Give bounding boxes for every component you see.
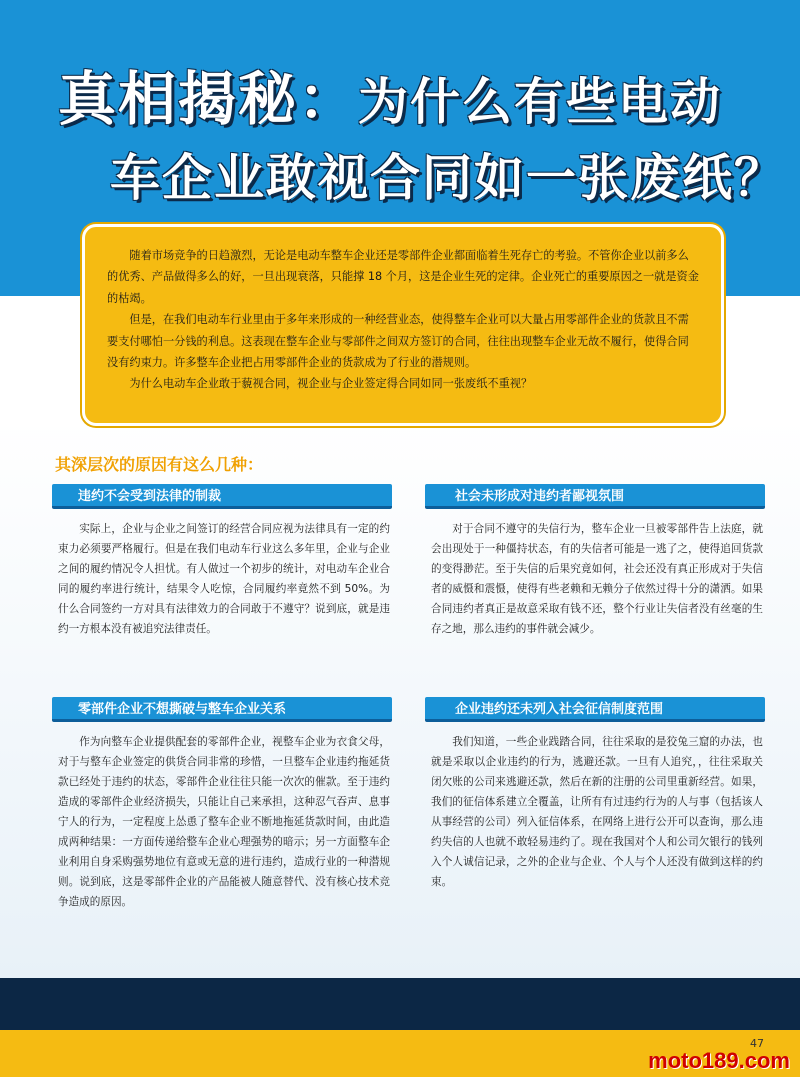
- page-number: 47: [750, 1037, 764, 1050]
- block-heading: 零部件企业不想撕破与整车企业关系: [52, 697, 392, 722]
- block-paragraph: 作为向整车企业提供配套的零部件企业，视整车企业为衣食父母，对于与整车企业签定的供货合同非常的珍惜，一旦整车企业违约拖延货款已经处于违约的状态，零部件企业往往只能一次次的催款。至于违约造成的零部件企业经济损失，只能让自己来承担，这种忍气吞声、息事宁人的行为，一定程度上怂恿了整车企业不断地拖延货款时间，由此造成两种结果：一方面传递给整车企业心理强势的暗示；另一方面整车企业利用自身采购强势地位有意或无意的进行违约，造成行业的一种潜规则。说到底，这是零部件企业的产品能被人随意替代、没有核心技术竞争造成的原因。: [58, 736, 390, 908]
- site-watermark: moto189.com: [648, 1048, 790, 1073]
- page-title-line-1: [58, 52, 722, 136]
- block-parts-suppliers: [52, 697, 392, 912]
- page-title-line-2: 车企业敢视合同如一张废纸？: [110, 149, 786, 207]
- title-highlight: 真相揭秘：: [58, 65, 359, 133]
- intro-paragraph-1: 随着市场竞争的日趋激烈，无论是电动车整车企业还是零部件企业都面临着生死存亡的考验。不管你企业以前多么的优秀、产品做得多么的好，一旦出现衰落，只能撑 18 个月，这是企业生死的定律。企业死亡的重要原因之一就是资金的枯竭。: [107, 249, 699, 305]
- intro-paragraph-2: 但是，在我们电动车行业里由于多年来形成的一种经营业态，使得整车企业可以大量占用零部件企业的货款且不需要支付哪怕一分钱的利息。这表现在整车企业与零部件之间双方签订的合同，往往出现整车企业无故不履行，使得合同没有约束力。许多整车企业把占用零部件企业的货款成为了行业的潜规则。: [107, 313, 689, 370]
- block-body: [52, 509, 392, 639]
- block-paragraph: 实际上，企业与企业之间签订的经营合同应视为法律具有一定的约束力必须要严格履行。但是在我们电动车行业这么多年里，企业与企业之间的履约情况令人担忧。有人做过一个初步的统计，对电动车企业合同的履约率进行统计，结果令人吃惊，合同履约率竟然不到 50%。为什么合同签约一方对具有法律效力的合同敢于不遵守？说到底，就是违约一方根本没有被追究法律责任。: [58, 523, 390, 635]
- intro-paragraph-3: 为什么电动车企业敢于藐视合同，视企业与企业签定得合同如同一张废纸不重视？: [129, 377, 533, 391]
- block-heading: 社会未形成对违约者鄙视氛围: [425, 484, 765, 509]
- intro-box: [82, 224, 724, 426]
- block-body: [425, 722, 765, 892]
- block-legal: [52, 484, 392, 639]
- block-credit-system: [425, 697, 765, 892]
- block-body: [52, 722, 392, 912]
- section-title: 其深层次的原因有这么几种：: [55, 455, 264, 474]
- block-heading: 企业违约还未列入社会征信制度范围: [425, 697, 765, 722]
- block-social-climate: [425, 484, 765, 639]
- block-paragraph: 对于合同不遵守的失信行为，整车企业一旦被零部件告上法庭，就会出现处于一种僵持状态，有的失信者可能是一逃了之，使得追回货款的变得渺茫。至于失信的后果究竟如何，社会还没有真正形成对于失信者的威慑和震慑，使得有些老赖和无赖分子依然过得十分的潇洒。如果合同违约者真正是故意采取有钱不还，整个行业让失信者没有丝毫的生存之地，那么违约的事件就会减少。: [431, 523, 763, 635]
- title-line-1-rest: 为什么有些电动: [358, 73, 723, 131]
- block-paragraph: 我们知道，一些企业践踏合同，往往采取的是狡兔三窟的办法，也就是采取以企业违约的行为，逃避还款。一旦有人追究，，往往采取关闭欠账的公司来逃避还款，然后在新的注册的公司里重新经营。如果，我们的征信体系建立全覆盖，让所有有过违约行为的人与事（包括该人从事经营的公司）列入征信体系，在网络上进行公开可以查询，那么违约失信的人也就不敢轻易违约了。现在我国对个人和公司欠银行的钱列入个人诚信记录，之外的企业与企业、个人与个人还没有做到这样的约束。: [431, 736, 763, 888]
- block-body: [425, 509, 765, 639]
- footer-band-dark: [0, 978, 800, 1030]
- block-heading: 违约不会受到法律的制裁: [52, 484, 392, 509]
